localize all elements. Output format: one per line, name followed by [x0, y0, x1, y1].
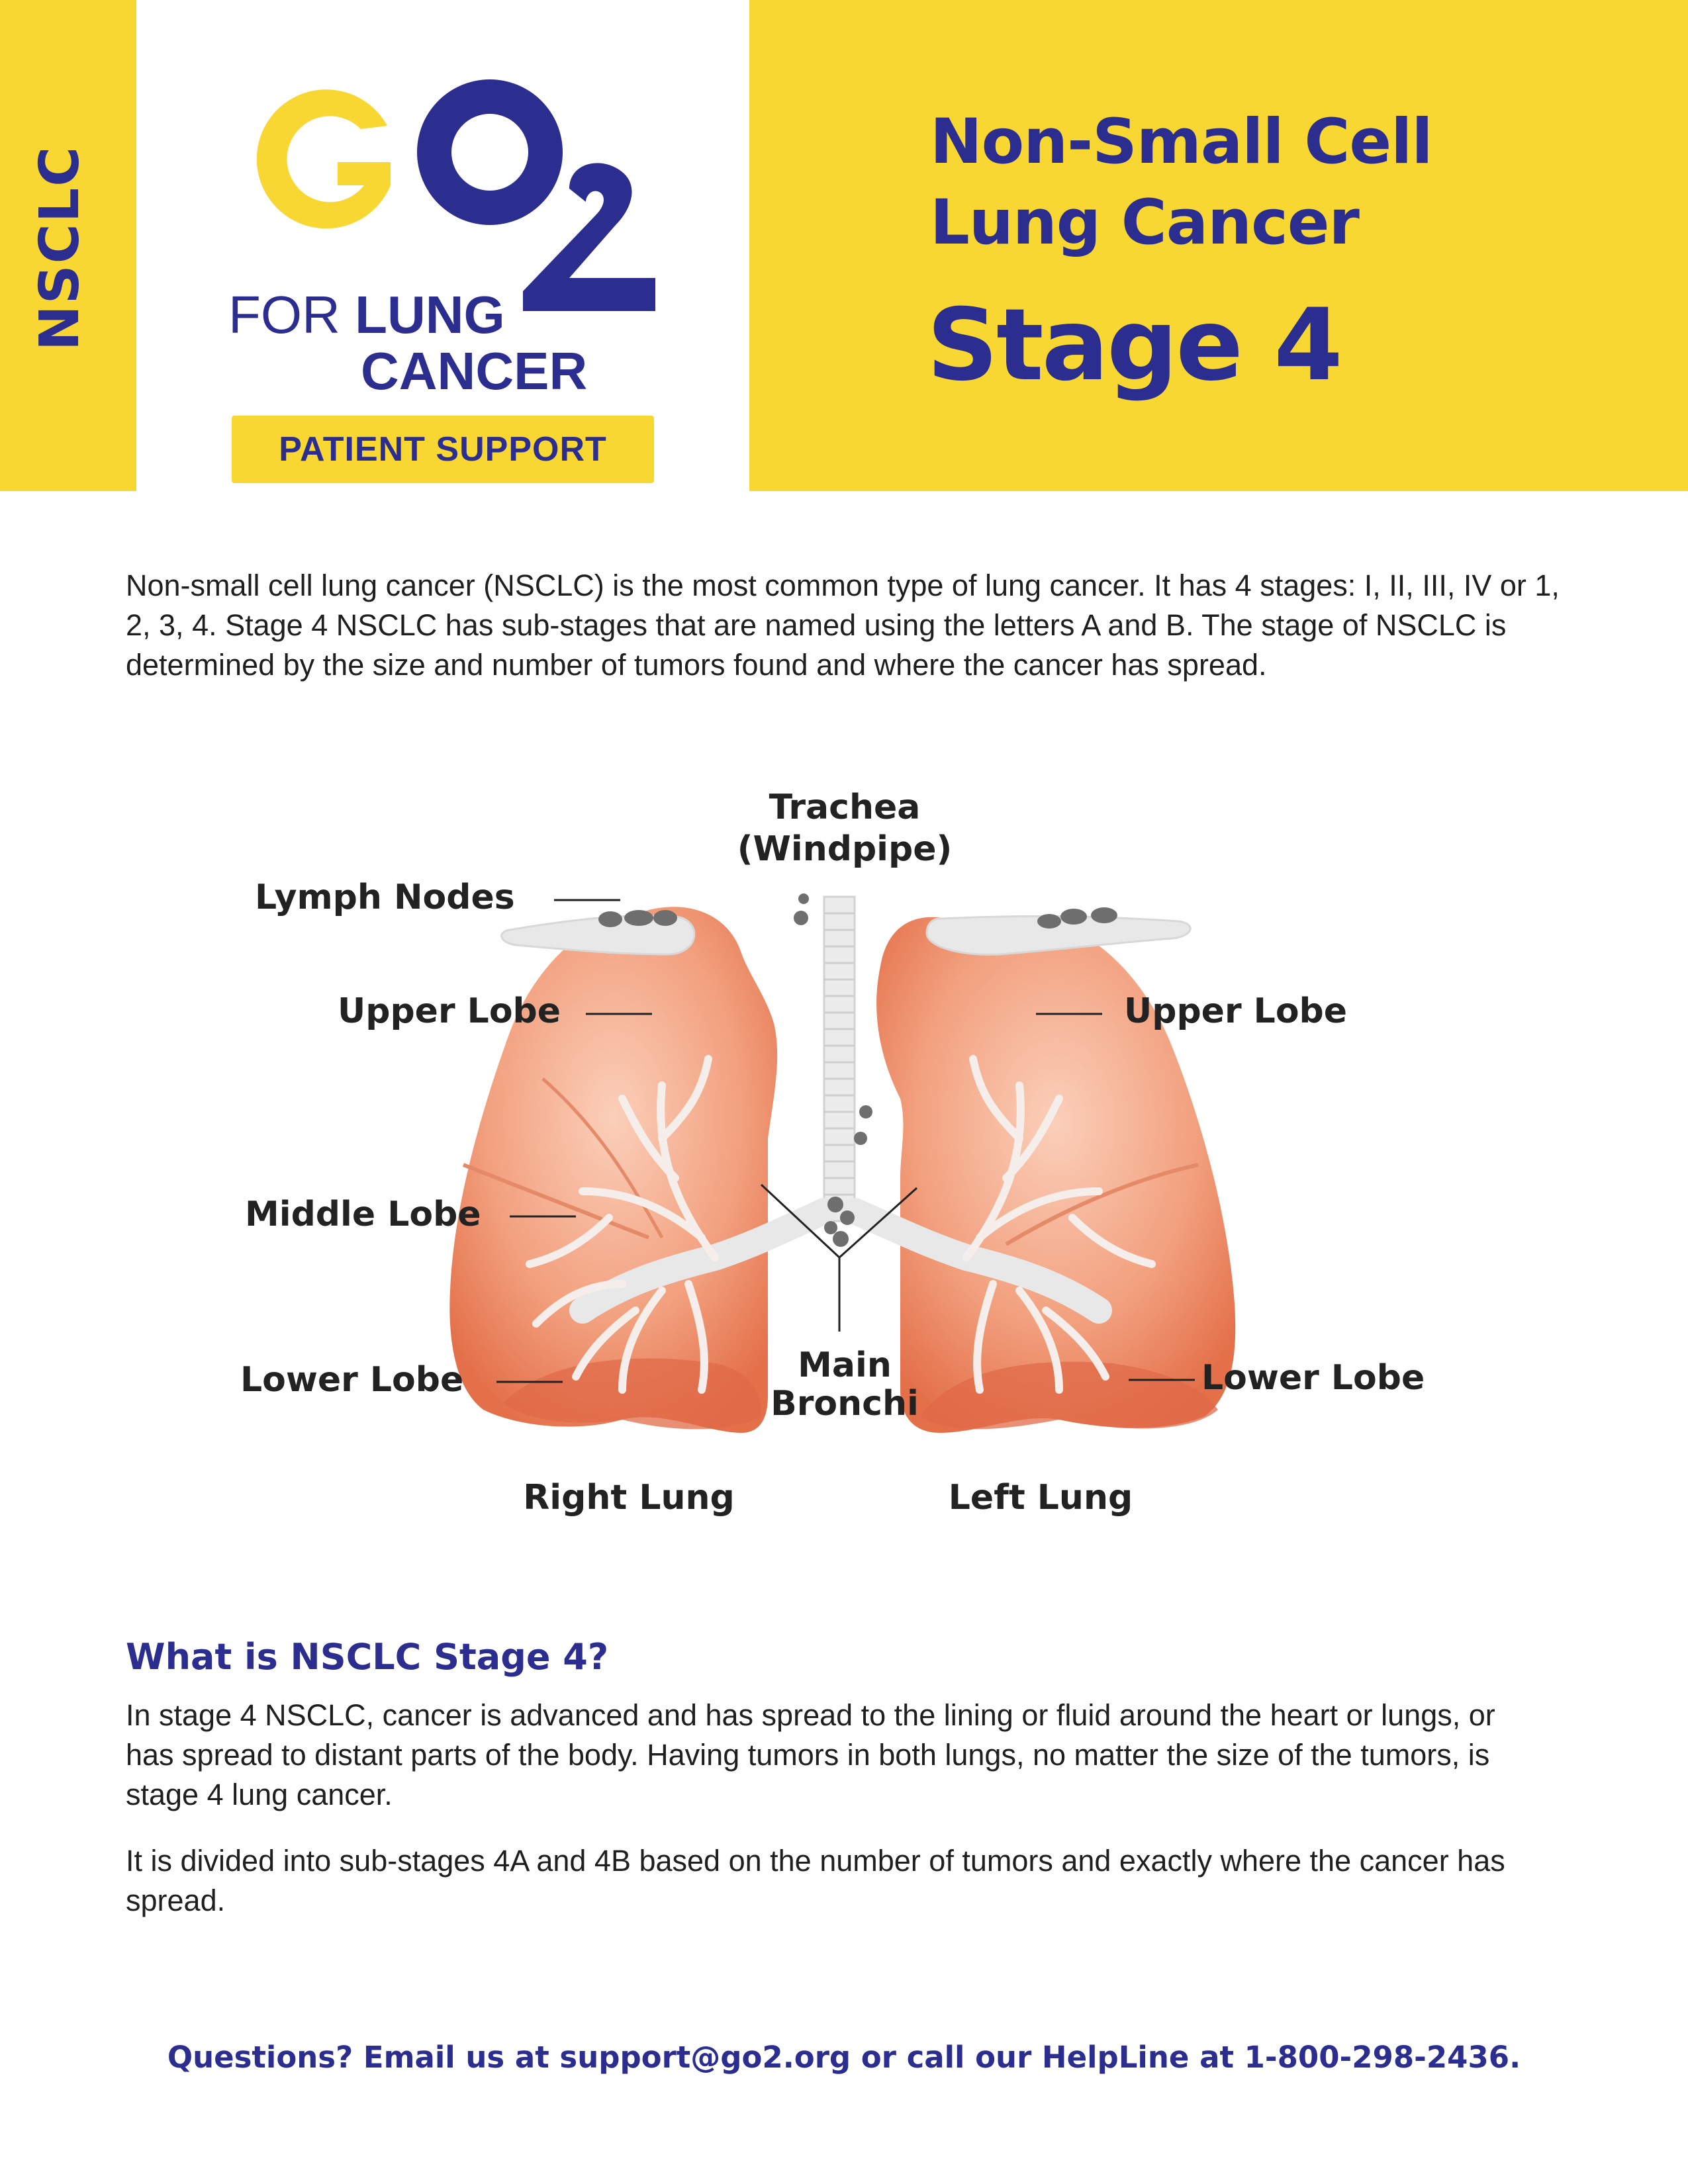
- patient-support-badge: PATIENT SUPPORT: [232, 416, 654, 483]
- label-trachea-1: Trachea: [769, 788, 921, 827]
- side-tag: [28, 145, 108, 430]
- logo-for-text: FOR: [228, 285, 340, 344]
- label-left-lung: Left Lung: [948, 1478, 1133, 1518]
- footer-contact: Questions? Email us at support@go2.org or call our HelpLine at 1-800-298-2436.: [167, 2040, 1521, 2075]
- label-main-bronchi-2: Bronchi: [771, 1384, 919, 1424]
- logo-cancer-text: CANCER: [361, 341, 588, 400]
- label-main-bronchi-1: Main: [798, 1345, 892, 1385]
- logo-for-lung: [228, 285, 505, 345]
- label-middle-lobe: Middle Lobe: [245, 1195, 481, 1234]
- section-paragraph-1: In stage 4 NSCLC, cancer is advanced and has spread to the lining or fluid around the heart or lungs, or has spread to distant parts of the body. Having tumors in both lungs, no matter the size of the tumors, is stage 4 lung cancer.: [126, 1698, 1495, 1811]
- section-heading: What is NSCLC Stage 4?: [126, 1636, 609, 1678]
- label-upper-lobe-left: Upper Lobe: [1124, 991, 1348, 1031]
- label-lower-lobe-left: Lower Lobe: [1201, 1358, 1425, 1398]
- right-lung-shape: [449, 907, 777, 1433]
- title-line-1: Non-Small Cell: [930, 106, 1432, 178]
- stage-title: Stage 4: [927, 288, 1341, 403]
- logo-lung-text: LUNG: [355, 285, 505, 344]
- label-lymph-nodes: Lymph Nodes: [255, 878, 515, 917]
- lung-diagram: [199, 781, 1489, 1542]
- intro-paragraph: Non-small cell lung cancer (NSCLC) is the most common type of lung cancer. It has 4 stages: I, II, III, IV or 1, 2, 3, 4. Stage 4 NSCLC has sub-stages that are named using the letters A and B. The stage of NSCLC is determined by the size and number of tumors found and where the cancer has spread.: [126, 569, 1560, 682]
- label-upper-lobe-right: Upper Lobe: [338, 991, 561, 1031]
- label-lower-lobe-right: Lower Lobe: [240, 1360, 464, 1400]
- label-right-lung: Right Lung: [523, 1478, 735, 1518]
- label-trachea-2: (Windpipe): [737, 829, 953, 869]
- section-paragraph-2: It is divided into sub-stages 4A and 4B based on the number of tumors and exactly where the cancer has spread.: [126, 1844, 1505, 1917]
- title-line-2: Lung Cancer: [930, 187, 1359, 259]
- nsclc-tag: NSCLC: [28, 145, 91, 351]
- logo-g-shape: [257, 89, 391, 228]
